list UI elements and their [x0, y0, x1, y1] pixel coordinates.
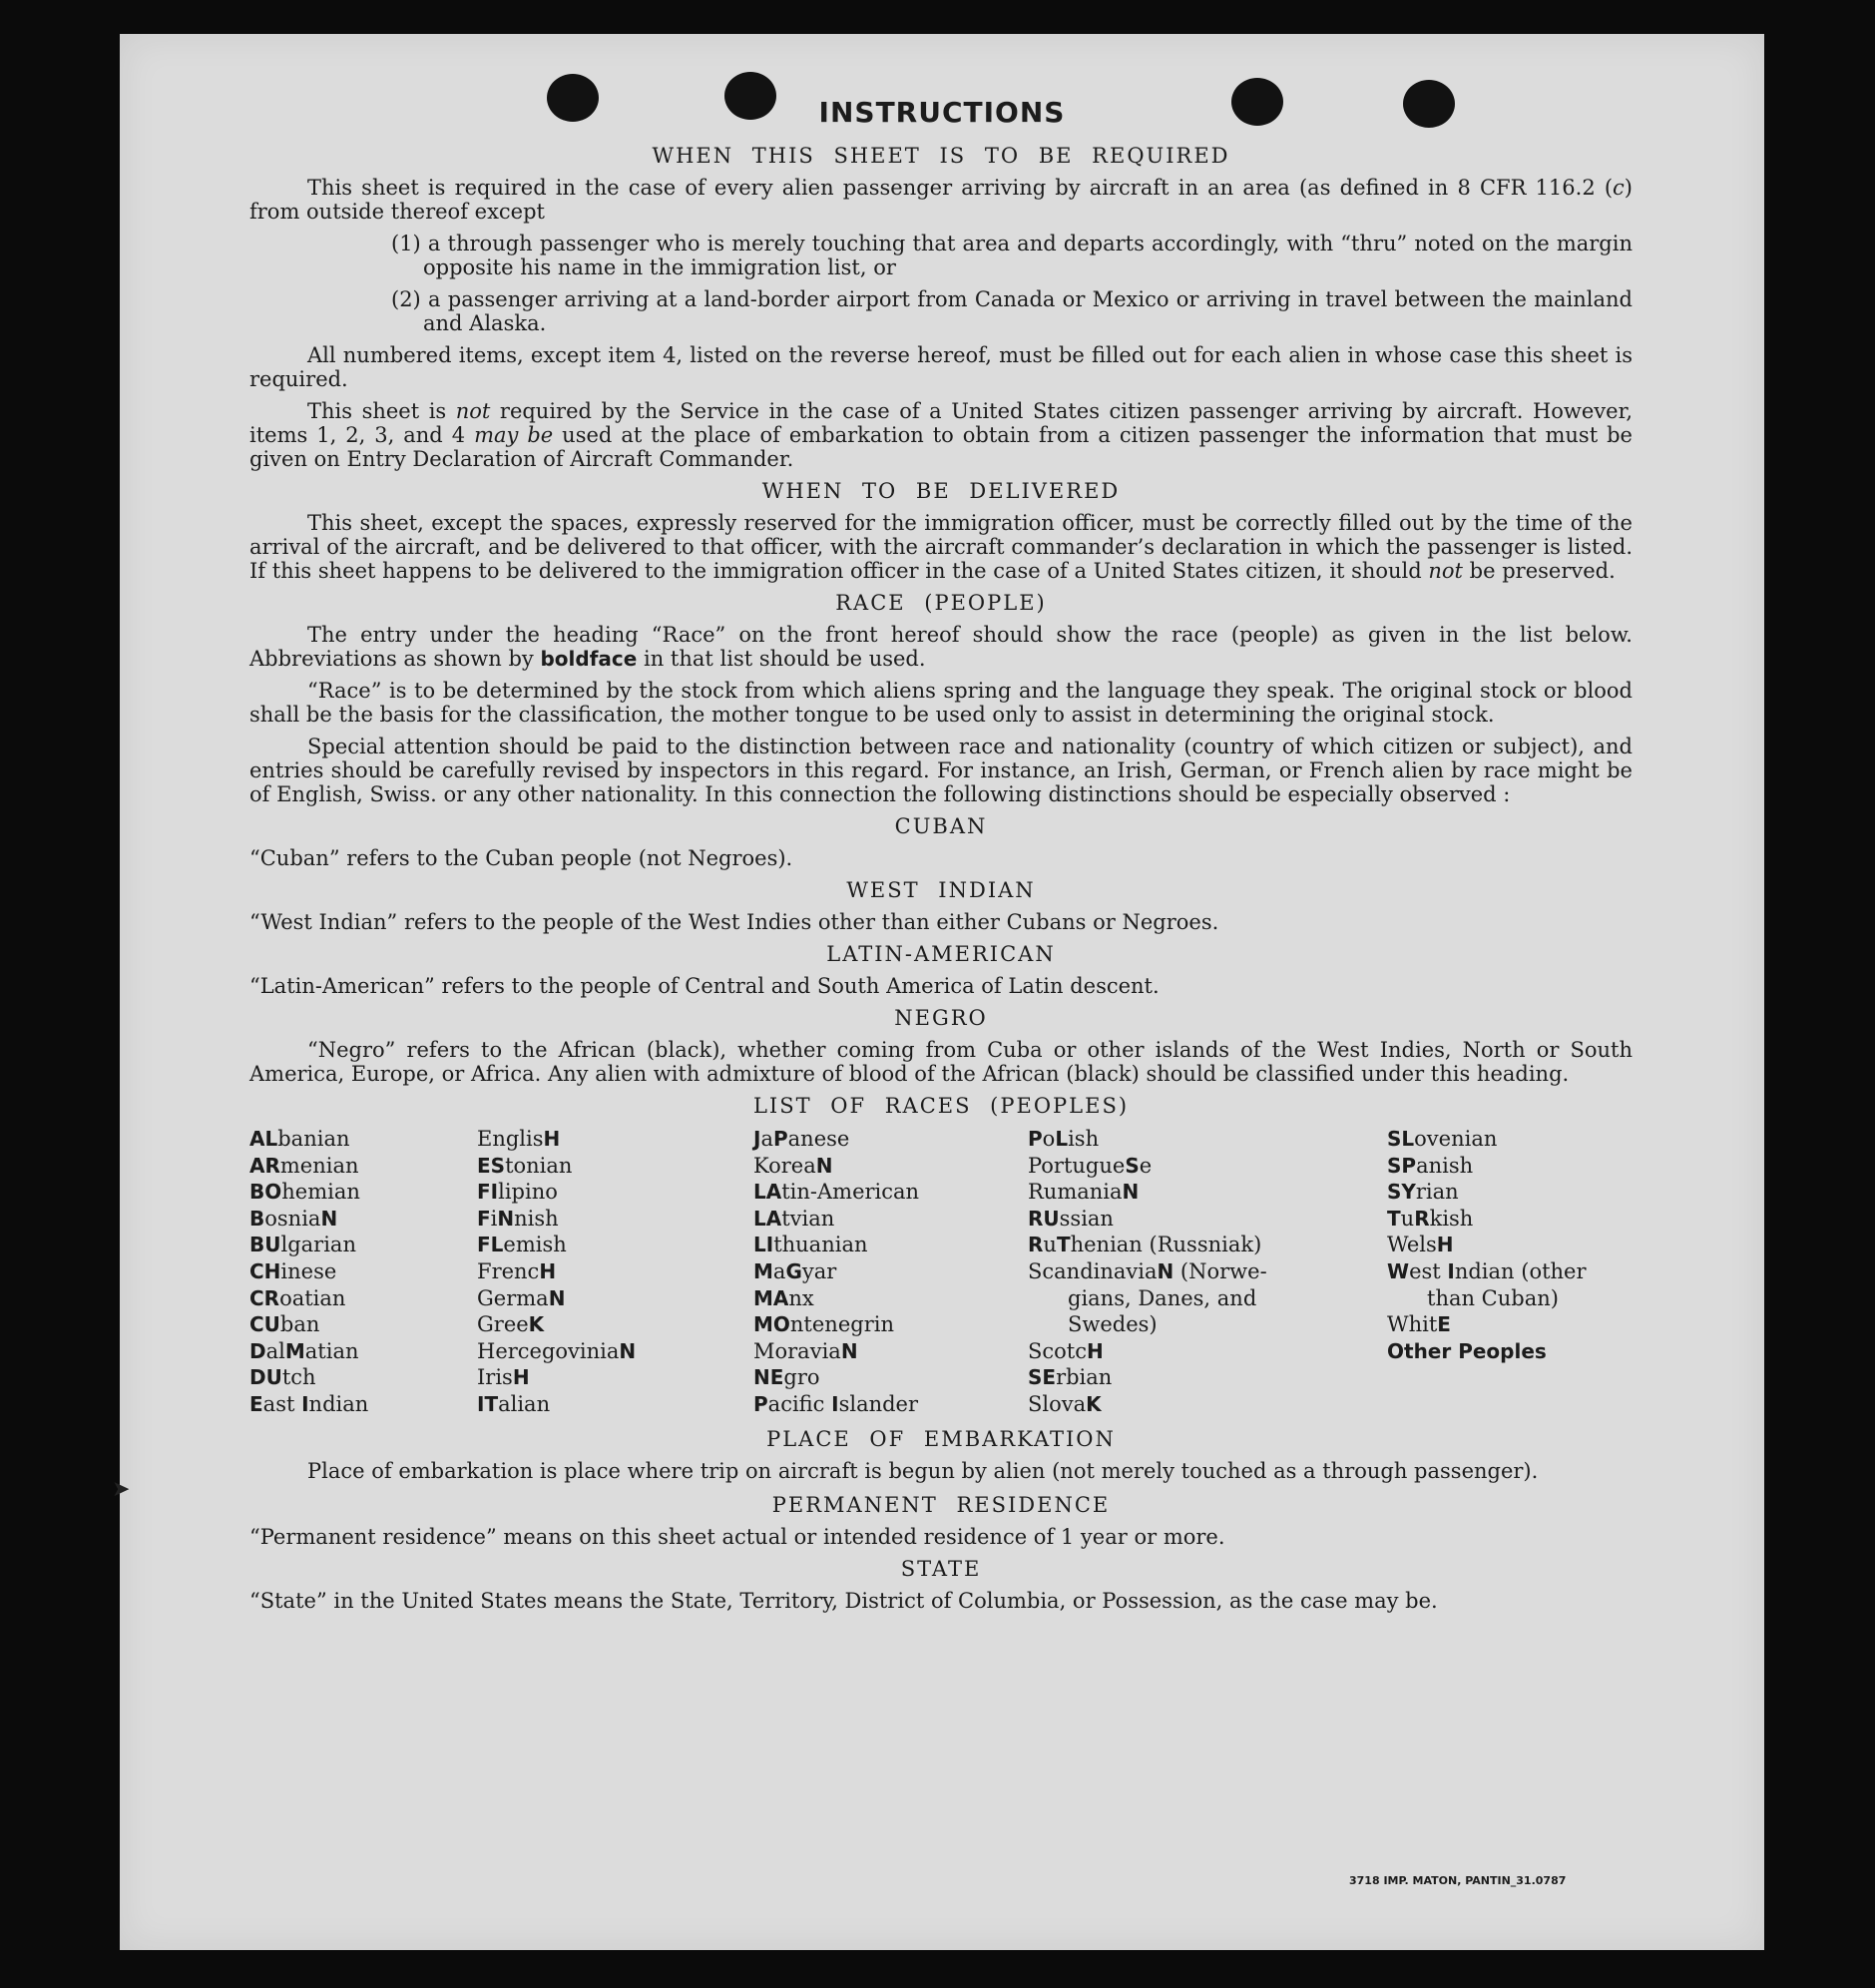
race-abbreviation: L [1055, 1127, 1069, 1151]
race-column-2 [477, 1126, 636, 1418]
race-column-1 [249, 1126, 368, 1418]
race-abbreviation: LA [753, 1206, 782, 1231]
race-abbreviation: MA [753, 1285, 789, 1310]
race-abbreviation: SP [1387, 1153, 1417, 1178]
race-text: o [1042, 1127, 1056, 1151]
race-abbreviation: K [528, 1312, 545, 1337]
race-text: Portugue [1028, 1153, 1126, 1178]
race-text: banian [277, 1127, 350, 1151]
race-abbreviation: P [753, 1391, 768, 1416]
race-abbreviation: K [1086, 1391, 1102, 1416]
race-entry [1387, 1285, 1587, 1312]
race-entry [1028, 1206, 1267, 1233]
race-text: acific [767, 1391, 832, 1416]
race-abbreviation: E [249, 1391, 263, 1416]
race-abbreviation: H [1436, 1233, 1454, 1257]
race-abbreviation: N [320, 1206, 338, 1231]
race-entry [753, 1258, 919, 1285]
race-entry [1028, 1391, 1267, 1418]
printer-imprint: 3718 IMP. MATON, PANTIN_31.0787 [1349, 1874, 1567, 1887]
race-text: anish [1416, 1153, 1474, 1178]
heading-race: RACE (PEOPLE) [835, 591, 1047, 615]
race-text: Slova [1028, 1391, 1087, 1416]
race-entry [1387, 1153, 1587, 1180]
race-text: u [1400, 1206, 1415, 1231]
heading-list-of-races: LIST OF RACES (PEOPLES) [752, 1094, 1130, 1118]
race-abbreviation: N [1122, 1180, 1140, 1205]
race-text: inese [280, 1258, 337, 1283]
race-entry [753, 1153, 919, 1180]
race-entry [249, 1206, 368, 1233]
paragraph-race-entry: The entry under the heading “Race” on the front hereof should show the race (people) as given in the list below. Abbreviations as shown by boldface in that list should be used. [249, 623, 1633, 671]
race-text: nish [514, 1206, 559, 1231]
race-abbreviation: CR [249, 1285, 280, 1310]
race-text: Scotc [1028, 1338, 1087, 1363]
race-text: alian [498, 1391, 551, 1416]
race-entry [249, 1232, 368, 1258]
paragraph-embarkation: Place of embarkation is place where trip on aircraft is begun by alien (not merely touched as a through passenger). [307, 1459, 1539, 1483]
race-abbreviation: D [249, 1338, 266, 1363]
race-entry [753, 1338, 919, 1365]
race-entry [753, 1311, 919, 1338]
race-entry [1387, 1258, 1587, 1285]
race-text: ssian [1059, 1206, 1114, 1231]
race-abbreviation: FI [477, 1180, 499, 1205]
race-entry [1387, 1232, 1587, 1258]
race-abbreviation: N [497, 1206, 515, 1231]
race-entry [1387, 1311, 1587, 1338]
race-abbreviation: P [1028, 1127, 1043, 1151]
race-abbreviation: CU [249, 1312, 280, 1337]
instructions-body [249, 140, 1633, 1621]
race-text: lgarian [280, 1233, 356, 1257]
race-abbreviation: DU [249, 1365, 282, 1390]
race-text: menian [279, 1153, 359, 1178]
paragraph-cuban: “Cuban” refers to the Cuban people (not Negroes). [249, 846, 793, 870]
race-abbreviation: H [539, 1258, 557, 1283]
race-text: tonian [505, 1153, 573, 1178]
race-text: nx [788, 1285, 814, 1310]
race-entry [1387, 1179, 1587, 1206]
race-abbreviation: SL [1387, 1127, 1415, 1151]
heading-latin-american: LATIN-AMERICAN [826, 942, 1056, 966]
race-entry [477, 1391, 636, 1418]
race-text: ndian [308, 1391, 369, 1416]
race-entry [477, 1126, 636, 1153]
race-text: al [265, 1338, 285, 1363]
race-abbreviation: LI [753, 1233, 774, 1257]
race-abbreviation: M [284, 1338, 305, 1363]
race-entry [249, 1153, 368, 1180]
race-entry [753, 1364, 919, 1391]
paragraph-state: “State” in the United States means the State, Territory, District of Columbia, or Possession, as the case may be. [249, 1589, 1438, 1613]
race-text: gro [783, 1365, 820, 1390]
race-entry [477, 1179, 636, 1206]
race-entry [1387, 1206, 1587, 1233]
race-abbreviation: SE [1028, 1365, 1057, 1390]
race-entry [1387, 1126, 1587, 1153]
race-entry [249, 1258, 368, 1285]
margin-mark: ➤ [112, 1477, 131, 1502]
heading-embarkation: PLACE OF EMBARKATION [766, 1427, 1116, 1451]
paragraph-permanent-residence: “Permanent residence” means on this sheet actual or intended residence of 1 year or more. [249, 1525, 1225, 1549]
paragraph-west-indian: “West Indian” refers to the people of the West Indies other than either Cubans or Negroes. [249, 910, 1219, 934]
race-text: ndian (other [1454, 1258, 1587, 1283]
race-entry [477, 1258, 636, 1285]
race-entry [753, 1391, 919, 1418]
heading-west-indian: WEST INDIAN [846, 878, 1036, 902]
race-abbreviation: CH [249, 1258, 281, 1283]
paragraph-race-stock: “Race” is to be determined by the stock from which aliens spring and the language they speak. The original stock or blood shall be the basis for the classification, the mother tongue to be used only to assist in determining the original stock. [249, 679, 1633, 727]
paragraph-latin-american: “Latin-American” refers to the people of Central and South America of Latin descent. [249, 974, 1160, 998]
race-text: u [1043, 1233, 1057, 1257]
race-abbreviation: ES [477, 1153, 506, 1178]
race-abbreviation: Other Peoples [1387, 1338, 1547, 1363]
race-text: Scandinavia [1028, 1258, 1158, 1283]
race-entry [249, 1285, 368, 1312]
race-text: than Cuban) [1427, 1285, 1559, 1310]
race-text: rbian [1056, 1365, 1113, 1390]
race-abbreviation: IT [477, 1391, 499, 1416]
race-text: osnia [264, 1206, 321, 1231]
race-entry [1028, 1258, 1267, 1285]
race-text: Iris [477, 1365, 513, 1390]
race-text: yar [801, 1258, 837, 1283]
race-entry [477, 1338, 636, 1365]
paragraph-race-nationality: Special attention should be paid to the distinction between race and nationality (country of which citizen or subject), and entries should be carefully revised by inspectors in this regard. For instance, an Irish, German, or French alien by race might be of English, Swiss. or any other nationality. In this connection the following distinctions should be especially observed : [249, 735, 1633, 806]
race-entry [477, 1153, 636, 1180]
race-text: ast [262, 1391, 302, 1416]
race-entry [1028, 1126, 1267, 1153]
race-text: Whit [1387, 1312, 1438, 1337]
race-abbreviation: N [619, 1338, 637, 1363]
race-abbreviation: I [1447, 1258, 1455, 1283]
race-entry [1028, 1153, 1267, 1180]
race-abbreviation: G [785, 1258, 802, 1283]
race-entry [477, 1285, 636, 1312]
race-entry [477, 1364, 636, 1391]
race-text: Korea [753, 1153, 816, 1178]
race-entry [753, 1232, 919, 1258]
race-entry [1028, 1311, 1267, 1338]
race-abbreviation: N [840, 1338, 858, 1363]
race-abbreviation: NE [753, 1365, 784, 1390]
heading-permanent-residence: PERMANENT RESIDENCE [771, 1493, 1111, 1517]
race-column-4 [1028, 1126, 1267, 1418]
paragraph-delivered: This sheet, except the spaces, expressly reserved for the immigration officer, must be correctly filled out by the time of the arrival of the aircraft, and be delivered to that officer, with the aircraft commander’s declaration in which the passenger is listed. If this sheet happens to be delivered to the immigration officer in the case of a United States citizen, it should not be preserved. [249, 511, 1633, 583]
heading-cuban: CUBAN [894, 814, 988, 838]
race-entry [753, 1179, 919, 1206]
race-text: kish [1429, 1206, 1474, 1231]
heading-when-required: WHEN THIS SHEET IS TO BE REQUIRED [652, 144, 1230, 168]
race-text: (Norwe- [1173, 1258, 1267, 1283]
race-entry [249, 1179, 368, 1206]
race-list [249, 1126, 1633, 1419]
race-abbreviation: BU [249, 1233, 281, 1257]
race-abbreviation: T [1387, 1206, 1401, 1231]
race-entry [477, 1206, 636, 1233]
race-text: Gree [477, 1312, 529, 1337]
race-text: rian [1415, 1180, 1459, 1205]
race-text: oatian [279, 1285, 346, 1310]
race-entry [249, 1126, 368, 1153]
race-text: hemian [281, 1180, 360, 1205]
race-entry [249, 1391, 368, 1418]
race-entry [1028, 1364, 1267, 1391]
paragraph-numbered-items: All numbered items, except item 4, listed on the reverse hereof, must be filled out for each alien in whose case this sheet is required. [249, 343, 1633, 391]
race-abbreviation: R [1028, 1233, 1044, 1257]
race-text: Swedes) [1068, 1312, 1158, 1337]
race-abbreviation: P [772, 1127, 788, 1151]
race-entry [477, 1232, 636, 1258]
race-abbreviation: RU [1028, 1206, 1060, 1231]
race-text: ovenian [1414, 1127, 1498, 1151]
race-text: Frenc [477, 1258, 540, 1283]
race-entry [753, 1126, 919, 1153]
race-text: a [772, 1258, 786, 1283]
race-abbreviation: S [1125, 1153, 1140, 1178]
race-text: Englis [477, 1127, 544, 1151]
race-abbreviation: N [815, 1153, 833, 1178]
race-abbreviation: I [831, 1391, 839, 1416]
heading-state: STATE [900, 1557, 982, 1581]
race-abbreviation: H [512, 1365, 530, 1390]
heading-negro: NEGRO [894, 1006, 988, 1030]
exception-item-1: (1) a through passenger who is merely touching that area and departs accordingly, with “thru” noted on the margin opposite his name in the immigration list, or [391, 232, 1633, 279]
race-text: slander [838, 1391, 919, 1416]
page-title: INSTRUCTIONS [818, 96, 1066, 129]
race-text: est [1409, 1258, 1448, 1283]
race-abbreviation: R [1414, 1206, 1430, 1231]
race-entry [1028, 1179, 1267, 1206]
race-abbreviation: J [753, 1127, 761, 1151]
heading-when-delivered: WHEN TO BE DELIVERED [761, 479, 1121, 503]
race-text: emish [503, 1233, 567, 1257]
race-abbreviation: BO [249, 1180, 282, 1205]
race-text: Wels [1387, 1233, 1437, 1257]
race-abbreviation: MO [753, 1312, 790, 1337]
race-abbreviation: F [477, 1206, 491, 1231]
race-abbreviation: SY [1387, 1180, 1416, 1205]
race-entry [249, 1311, 368, 1338]
race-abbreviation: E [1437, 1312, 1451, 1337]
race-text: gians, Danes, and [1068, 1285, 1257, 1310]
race-text: i [490, 1206, 498, 1231]
paragraph-required: This sheet is required in the case of every alien passenger arriving by aircraft in an area (as defined in 8 CFR 116.2 (c) from outside thereof except [249, 176, 1633, 224]
race-abbreviation: W [1387, 1258, 1410, 1283]
race-text: e [1139, 1153, 1153, 1178]
race-abbreviation: M [753, 1258, 773, 1283]
race-abbreviation: LA [753, 1180, 782, 1205]
race-abbreviation: N [1157, 1258, 1174, 1283]
race-text: Hercegovinia [477, 1338, 620, 1363]
race-entry [249, 1364, 368, 1391]
race-abbreviation: N [548, 1285, 566, 1310]
race-text: Moravia [753, 1338, 841, 1363]
race-entry [249, 1338, 368, 1365]
document-page [112, 34, 1764, 1950]
race-text: a [760, 1127, 773, 1151]
race-text: Germa [477, 1285, 549, 1310]
race-text: Rumania [1028, 1180, 1123, 1205]
race-text: lipino [498, 1180, 558, 1205]
paragraph-citizen: This sheet is not required by the Service in the case of a United States citizen passenger arriving by aircraft. However, items 1, 2, 3, and 4 may be used at the place of embarkation to obtain from a citizen passenger the information that must be given on Entry Declaration of Aircraft Commander. [249, 399, 1634, 471]
race-column-5 [1387, 1126, 1587, 1364]
race-entry [1387, 1338, 1587, 1365]
race-text: atian [304, 1338, 359, 1363]
race-text: tch [281, 1365, 316, 1390]
race-entry [1028, 1338, 1267, 1365]
paragraph-negro: “Negro” refers to the African (black), whether coming from Cuba or other islands of the West Indies, North or South America, Europe, or Africa. Any alien with admixture of blood of the African (black) should be classified under this heading. [249, 1038, 1633, 1086]
race-abbreviation: H [543, 1127, 561, 1151]
race-entry [753, 1206, 919, 1233]
race-text: ntenegrin [789, 1312, 894, 1337]
race-column-3 [753, 1126, 919, 1418]
race-text: tvian [781, 1206, 835, 1231]
exception-item-2: (2) a passenger arriving at a land-border airport from Canada or Mexico or arriving in travel between the mainland and Alaska. [391, 287, 1633, 335]
race-text: tin-American [781, 1180, 920, 1205]
race-abbreviation: AL [249, 1127, 278, 1151]
race-abbreviation: B [249, 1206, 265, 1231]
race-entry [477, 1311, 636, 1338]
race-text: thuanian [773, 1233, 868, 1257]
race-text: ish [1068, 1127, 1100, 1151]
race-text: anese [787, 1127, 850, 1151]
race-abbreviation: H [1087, 1338, 1104, 1363]
race-entry [753, 1285, 919, 1312]
race-entry [1028, 1285, 1267, 1312]
race-text: henian (Russniak) [1070, 1233, 1262, 1257]
race-abbreviation: FL [477, 1233, 504, 1257]
race-abbreviation: AR [249, 1153, 280, 1178]
race-abbreviation: I [301, 1391, 309, 1416]
race-text: ban [279, 1312, 320, 1337]
race-entry [1028, 1232, 1267, 1258]
race-abbreviation: T [1056, 1233, 1071, 1257]
